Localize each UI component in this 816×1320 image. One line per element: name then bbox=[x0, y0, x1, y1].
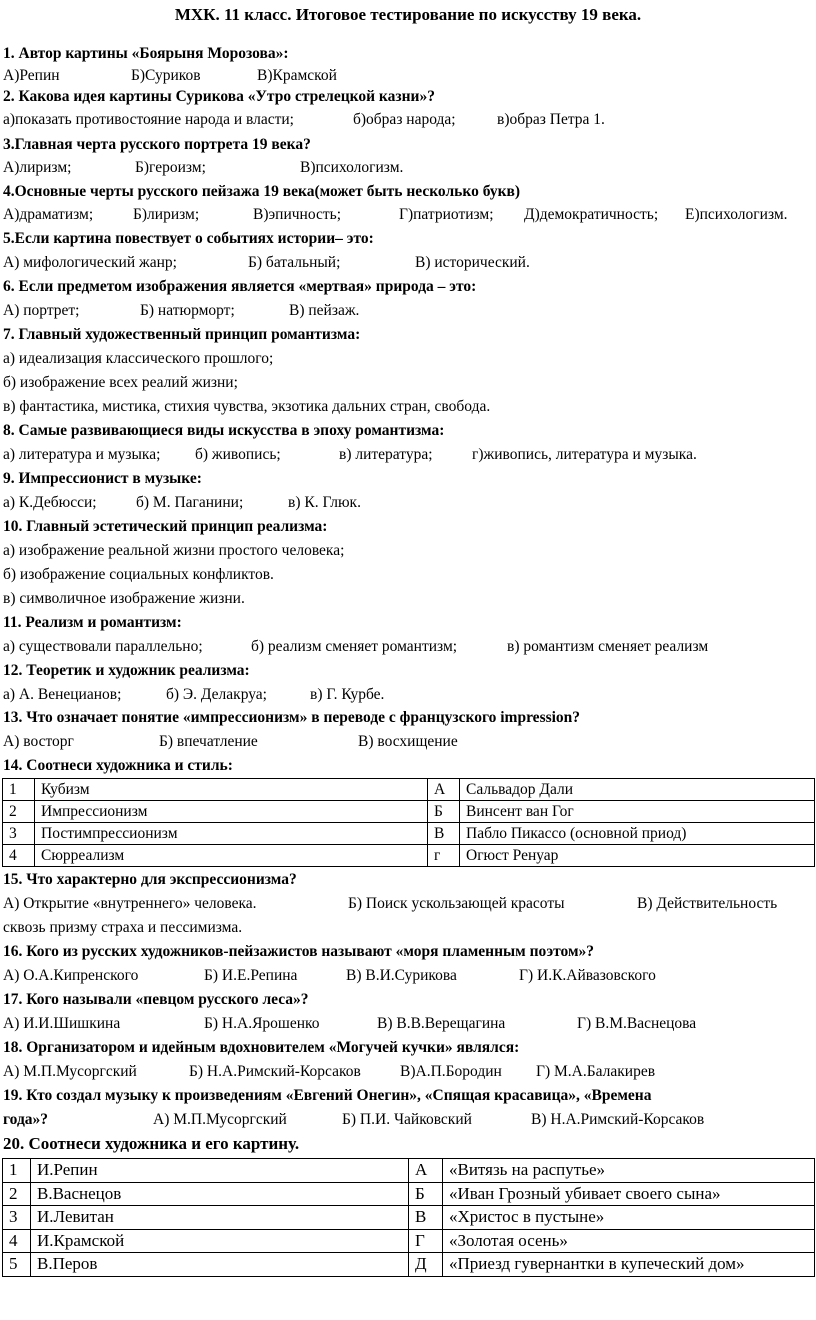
painting-title: «Иван Грозный убивает своего сына» bbox=[443, 1182, 815, 1206]
row-letter: Г bbox=[409, 1229, 443, 1253]
question-1: 1. Автор картины «Боярыня Морозова»: bbox=[3, 45, 289, 62]
artist-name: И.Репин bbox=[31, 1159, 409, 1183]
table-row bbox=[3, 1159, 815, 1183]
answer-option: Г) В.М.Васнецова bbox=[577, 1015, 697, 1032]
row-letter: В bbox=[428, 823, 460, 845]
artist-name: Сальвадор Дали bbox=[460, 779, 815, 801]
answer-option: в) литература; bbox=[339, 446, 433, 463]
answer-option: а) изображение реальной жизни простого человека; bbox=[3, 542, 345, 559]
row-number: 2 bbox=[3, 801, 35, 823]
answers-5 bbox=[3, 252, 813, 274]
answer-option: б) Э. Делакруа; bbox=[166, 686, 267, 703]
question-6: 6. Если предметом изображения является «мертвая» природа – это: bbox=[3, 278, 477, 295]
answer-option: А)лиризм; bbox=[3, 159, 72, 176]
answer-option: Б) впечатление bbox=[159, 733, 258, 750]
answer-option: Б) Поиск ускользающей красоты bbox=[348, 895, 565, 912]
answer-option: а) К.Дебюсси; bbox=[3, 494, 97, 511]
table-row bbox=[3, 845, 815, 867]
row-letter: А bbox=[428, 779, 460, 801]
answer-option: В) пейзаж. bbox=[289, 302, 360, 319]
answer-option: в) Г. Курбе. bbox=[310, 686, 385, 703]
answer-option: А) мифологический жанр; bbox=[3, 254, 177, 271]
answer-option: В) В.В.Верещагина bbox=[377, 1015, 506, 1032]
artist-name: И.Крамской bbox=[31, 1229, 409, 1253]
artist-name: Пабло Пикассо (основной приод) bbox=[460, 823, 815, 845]
answer-option: б) изображение всех реалий жизни; bbox=[3, 374, 238, 391]
style-name: Импрессионизм bbox=[35, 801, 428, 823]
style-name: Кубизм bbox=[35, 779, 428, 801]
answer-option: А) М.П.Мусоргский bbox=[3, 1063, 137, 1080]
table-row bbox=[3, 1229, 815, 1253]
answer-option: а) А. Венецианов; bbox=[3, 686, 122, 703]
answer-option: в)образ Петра 1. bbox=[497, 111, 605, 128]
row-letter: Б bbox=[428, 801, 460, 823]
style-name: Сюрреализм bbox=[35, 845, 428, 867]
answer-option: Б) П.И. Чайковский bbox=[342, 1111, 472, 1128]
answer-option: А)драматизм; bbox=[3, 206, 94, 223]
row-letter: А bbox=[409, 1159, 443, 1183]
answers-16 bbox=[3, 965, 813, 987]
answer-option: В)эпичность; bbox=[253, 206, 341, 223]
table-row bbox=[3, 1182, 815, 1206]
answer-option: а)показать противостояние народа и власти; bbox=[3, 111, 294, 128]
answers-13 bbox=[3, 731, 813, 753]
answer-option: В) исторический. bbox=[415, 254, 530, 271]
answer-option: в) романтизм сменяет реализм bbox=[507, 638, 709, 655]
answer-option: г)живопись, литература и музыка. bbox=[472, 446, 697, 463]
answer-option: А) И.И.Шишкина bbox=[3, 1015, 121, 1032]
answer-option: Д)демократичность; bbox=[524, 206, 659, 223]
table-row bbox=[3, 779, 815, 801]
answers-9 bbox=[3, 492, 813, 514]
answers-19 bbox=[3, 1109, 813, 1131]
answers-4 bbox=[3, 204, 813, 226]
question-19-continuation: года»? bbox=[3, 1111, 49, 1128]
answer-option: В) Н.А.Римский-Корсаков bbox=[531, 1111, 705, 1128]
question-2: 2. Какова идея картины Сурикова «Утро стрелецкой казни»? bbox=[3, 88, 435, 105]
answer-option: А) О.А.Кипренского bbox=[3, 967, 139, 984]
answer-option: Г)патриотизм; bbox=[399, 206, 494, 223]
answers-11 bbox=[3, 636, 813, 658]
answer-option: Г) М.А.Балакирев bbox=[536, 1063, 656, 1080]
matching-table-paintings bbox=[2, 1158, 815, 1277]
question-16: 16. Кого из русских художников-пейзажистов называют «моря пламенным поэтом»? bbox=[3, 943, 595, 960]
artist-name: В.Васнецов bbox=[31, 1182, 409, 1206]
artist-name: И.Левитан bbox=[31, 1206, 409, 1230]
painting-title: «Витязь на распутье» bbox=[443, 1159, 815, 1183]
row-number: 1 bbox=[3, 779, 35, 801]
table-row bbox=[3, 801, 815, 823]
answers-12 bbox=[3, 684, 813, 706]
answer-option: В) В.И.Сурикова bbox=[346, 967, 457, 984]
question-12: 12. Теоретик и художник реализма: bbox=[3, 662, 250, 679]
question-5: 5.Если картина повествует о событиях истории– это: bbox=[3, 230, 374, 247]
question-18: 18. Организатором и идейным вдохновителем «Могучей кучки» являлся: bbox=[3, 1039, 520, 1056]
answer-option: б)образ народа; bbox=[353, 111, 456, 128]
question-14: 14. Соотнеси художника и стиль: bbox=[3, 757, 233, 774]
answers-8 bbox=[3, 444, 813, 466]
artist-name: В.Перов bbox=[31, 1253, 409, 1277]
row-letter: Д bbox=[409, 1253, 443, 1277]
answers-18 bbox=[3, 1061, 813, 1083]
answer-option: А) М.П.Мусоргский bbox=[153, 1111, 287, 1128]
row-letter: г bbox=[428, 845, 460, 867]
artist-name: Огюст Ренуар bbox=[460, 845, 815, 867]
question-19: 19. Кто создал музыку к произведениям «Евгений Онегин», «Спящая красавица», «Времена bbox=[3, 1087, 652, 1104]
answer-option: Г) И.К.Айвазовского bbox=[519, 967, 656, 984]
painting-title: «Приезд гувернантки в купеческий дом» bbox=[443, 1253, 815, 1277]
answers-2 bbox=[3, 109, 813, 131]
answer-option: в) символичное изображение жизни. bbox=[3, 590, 245, 607]
page-title: МХК. 11 класс. Итоговое тестирование по искусству 19 века. bbox=[174, 5, 642, 24]
answers-15 bbox=[3, 893, 813, 915]
question-7: 7. Главный художественный принцип романтизма: bbox=[3, 326, 361, 343]
answer-option: В)Крамской bbox=[257, 67, 337, 84]
answer-option: в) фантастика, мистика, стихия чувства, экзотика дальних стран, свобода. bbox=[3, 398, 491, 415]
row-number: 3 bbox=[3, 1206, 31, 1230]
answer-option: Б) натюрморт; bbox=[140, 302, 235, 319]
answer-option: б) М. Паганини; bbox=[136, 494, 244, 511]
answer-option: б) реализм сменяет романтизм; bbox=[251, 638, 458, 655]
answer-option: Б) Н.А.Римский-Корсаков bbox=[189, 1063, 361, 1080]
painting-title: «Христос в пустыне» bbox=[443, 1206, 815, 1230]
answer-option: а) существовали параллельно; bbox=[3, 638, 203, 655]
answer-option: б) живопись; bbox=[195, 446, 281, 463]
answer-continuation: сквозь призму страха и пессимизма. bbox=[3, 919, 243, 936]
question-10: 10. Главный эстетический принцип реализма: bbox=[3, 518, 328, 535]
answer-option: а) идеализация классического прошлого; bbox=[3, 350, 274, 367]
row-letter: Б bbox=[409, 1182, 443, 1206]
answer-option: Е)психологизм. bbox=[685, 206, 788, 223]
question-15: 15. Что характерно для экспрессионизма? bbox=[3, 871, 297, 888]
question-4: 4.Основные черты русского пейзажа 19 века(может быть несколько букв) bbox=[3, 183, 521, 200]
answer-option: А)Репин bbox=[3, 67, 60, 84]
answers-1 bbox=[3, 65, 813, 87]
answer-option: В)психологизм. bbox=[300, 159, 404, 176]
answer-option: Б) батальный; bbox=[248, 254, 341, 271]
answer-option: Б)героизм; bbox=[135, 159, 206, 176]
question-8: 8. Самые развивающиеся виды искусства в эпоху романтизма: bbox=[3, 422, 445, 439]
answers-17 bbox=[3, 1013, 813, 1035]
answer-option: В) восхищение bbox=[358, 733, 458, 750]
row-number: 3 bbox=[3, 823, 35, 845]
question-11: 11. Реализм и романтизм: bbox=[3, 614, 182, 631]
row-number: 2 bbox=[3, 1182, 31, 1206]
row-number: 5 bbox=[3, 1253, 31, 1277]
row-number: 4 bbox=[3, 845, 35, 867]
answer-option: Б)Суриков bbox=[131, 67, 201, 84]
answer-option: Б) И.Е.Репина bbox=[204, 967, 298, 984]
answer-option: В)А.П.Бородин bbox=[400, 1063, 502, 1080]
answer-option: В) Действительность bbox=[637, 895, 778, 912]
matching-table-styles bbox=[2, 778, 815, 867]
question-13: 13. Что означает понятие «импрессионизм» в переводе с французского impression? bbox=[3, 709, 581, 726]
table-row bbox=[3, 823, 815, 845]
answer-option: А) восторг bbox=[3, 733, 74, 750]
answer-option: Б) Н.А.Ярошенко bbox=[204, 1015, 320, 1032]
table-row bbox=[3, 1206, 815, 1230]
row-number: 1 bbox=[3, 1159, 31, 1183]
answer-option: а) литература и музыка; bbox=[3, 446, 161, 463]
answer-option: Б)лиризм; bbox=[133, 206, 200, 223]
table-row bbox=[3, 1253, 815, 1277]
answers-6 bbox=[3, 300, 813, 322]
question-3: 3.Главная черта русского портрета 19 века? bbox=[3, 136, 311, 153]
row-letter: В bbox=[409, 1206, 443, 1230]
answer-option: А) портрет; bbox=[3, 302, 80, 319]
answers-3 bbox=[3, 157, 813, 179]
answer-option: б) изображение социальных конфликтов. bbox=[3, 566, 274, 583]
row-number: 4 bbox=[3, 1229, 31, 1253]
question-9: 9. Импрессионист в музыке: bbox=[3, 470, 202, 487]
artist-name: Винсент ван Гог bbox=[460, 801, 815, 823]
question-17: 17. Кого называли «певцом русского леса»? bbox=[3, 991, 309, 1008]
painting-title: «Золотая осень» bbox=[443, 1229, 815, 1253]
answer-option: в) К. Глюк. bbox=[288, 494, 361, 511]
answer-option: А) Открытие «внутреннего» человека. bbox=[3, 895, 257, 912]
question-20: 20. Соотнеси художника и его картину. bbox=[3, 1134, 300, 1153]
style-name: Постимпрессионизм bbox=[35, 823, 428, 845]
